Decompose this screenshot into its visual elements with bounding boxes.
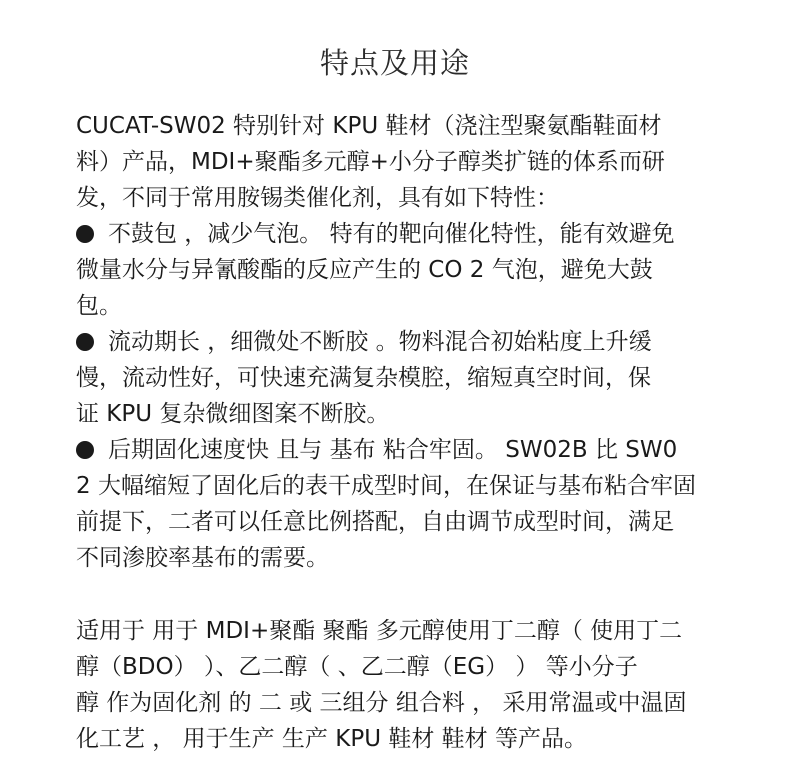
bullet-1-line-3: 包。 [76,293,122,319]
bullet-3-text: 后期固化速度快 且与 基布 粘合牢固。 SW02B 比 SW0 [108,437,678,463]
intro-line-3: 发，不同于常用胺锡类催化剂，具有如下特性： [76,185,559,211]
bullet-2-text: 流动期长 ，细微处不断胶 。物料混合初始粘度上升缓 [108,329,652,355]
bullet-2-line-2: 慢，流动性好，可快速充满复杂模腔，缩短真空时间，保 [76,365,651,391]
bullet-icon [76,225,94,243]
bullet-3-line-2: 2 大幅缩短了固化后的表干成型时间，在保证与基布粘合牢固 [76,473,696,499]
application-line-3: 醇 作为固化剂 的 二 或 三组分 组合料 ， 采用常温或中温固 [76,690,687,716]
bullet-2-line-3: 证 KPU 复杂微细图案不断胶。 [76,401,390,427]
application-line-2: 醇（BDO） ）、乙二醇（ 、乙二醇（EG） ） 等小分子 [76,654,638,680]
bullet-icon [76,441,94,459]
bullet-3-line-4: 不同渗胶率基布的需要。 [76,545,329,571]
application-line-4: 化工艺 ， 用于生产 生产 KPU 鞋材 鞋材 等产品。 [76,726,587,752]
bullet-icon [76,333,94,351]
bullet-3-line-1 [76,432,677,468]
application-line-1: 适用于 用于 MDI+聚酯 聚酯 多元醇使用丁二醇（ 使用丁二 [76,618,683,644]
bullet-1-line-2: 微量水分与异氰酸酯的反应产生的 CO 2 气泡，避免大鼓 [76,257,653,283]
page-title: 特点及用途 [319,46,470,80]
bullet-1-line-1 [76,216,675,252]
intro-line-1: CUCAT-SW02 特别针对 KPU 鞋材（浇注型聚氨酯鞋面材 [76,113,662,139]
bullet-1-text: 不鼓包 ，减少气泡。 特有的靶向催化特性，能有效避免 [108,221,675,247]
intro-line-2: 料）产品，MDI+聚酯多元醇+小分子醇类扩链的体系而研 [76,149,665,175]
bullet-3-line-3: 前提下，二者可以任意比例搭配，自由调节成型时间，满足 [76,509,674,535]
bullet-2-line-1 [76,324,652,360]
